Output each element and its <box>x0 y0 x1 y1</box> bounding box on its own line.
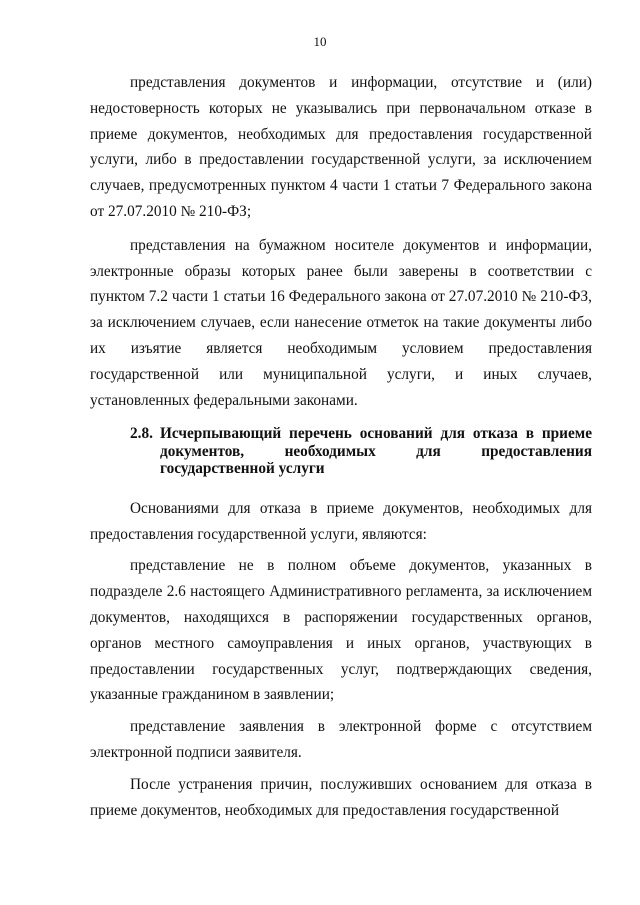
paragraph-incomplete-documents: представление не в полном объеме документов, указанных в подразделе 2.6 настоящего Административного регламента, за исключением документов, находящихся в распоряжении государственных органов, органов местного самоуправления и иных органов, участвующих в предоставлении государственных услуг, подтверждающих сведения, указанные гражданином в заявлении; <box>90 557 592 704</box>
section-title: Исчерпывающий перечень оснований для отказа в приеме документов, необходимых для предоставления государственной услуги <box>160 425 592 478</box>
paragraph-documents-not-indicated: представления документов и информации, отсутствие и (или) недостоверность которых не указывались при первоначальном отказе в приеме документов, необходимых для предоставления государственной услуги, либо в предоставлении государственной услуги, за исключением случаев, предусмотренных пунктом 4 части 1 статьи 7 Федерального закона от 27.07.2010 № 210-ФЗ; <box>90 74 592 220</box>
section-heading <box>90 425 592 478</box>
paragraph-after-elimination: После устранения причин, послуживших основанием для отказа в приеме документов, необходимых для предоставления государственной <box>90 775 592 819</box>
paragraph-refusal-grounds-intro: Основаниями для отказа в приеме документов, необходимых для предоставления государственной услуги, являются: <box>90 499 592 543</box>
document-body <box>90 70 592 829</box>
paragraph-paper-documents: представления на бумажном носителе документов и информации, электронные образы которых ранее были заверены в соответствии с пунктом 7.2 части 1 статьи 16 Федерального закона от 27.07.2010 № 210-ФЗ, за исключением случаев, если нанесение отметок на такие документы либо их изъятие является необходимым условием предоставления государственной или муниципальной услуги, и иных случаев, установленных федеральными законами. <box>90 236 592 409</box>
paragraph-missing-signature: представление заявления в электронной форме с отсутствием электронной подписи заявителя. <box>90 718 592 762</box>
page-number: 10 <box>313 34 327 49</box>
section-number: 2.8. <box>130 425 153 443</box>
